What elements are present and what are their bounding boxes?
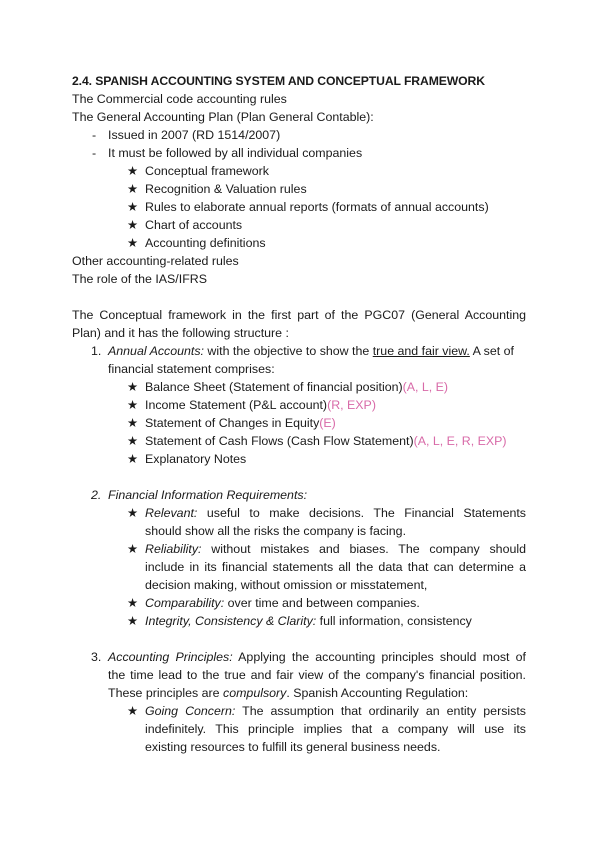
item-tag: (A, L, E) [402, 380, 449, 394]
principle-line [145, 702, 526, 720]
intro-line: The General Accounting Plan (Plan General Contable): [72, 110, 374, 124]
item-label: Explanatory Notes [145, 452, 247, 466]
item-label: Balance Sheet (Statement of financial position) [145, 380, 403, 394]
section3-text: These principles are [108, 686, 224, 700]
section2-title: Financial Information Requirements: [108, 488, 308, 502]
section-number: 3. [91, 650, 102, 664]
requirement-text: useful to make decisions. The Financial Statements [206, 506, 526, 520]
intro-line: Other accounting-related rules [72, 254, 239, 268]
requirement-term: Reliability: [145, 542, 202, 556]
section-heading: 2.4. SPANISH ACCOUNTING SYSTEM AND CONCEPTUAL FRAMEWORK [72, 74, 485, 88]
list-item: Recognition & Valuation rules [145, 182, 307, 196]
item-tag: (E) [319, 416, 336, 430]
requirement-line [145, 540, 526, 558]
list-item [145, 414, 336, 432]
item-label: Statement of Cash Flows (Cash Flow Statement) [145, 434, 414, 448]
requirement-text: full information, consistency [316, 614, 472, 628]
principle-term: Going Concern: [145, 704, 236, 718]
star-bullet-icon: ★ [127, 380, 139, 394]
list-item: Conceptual framework [145, 164, 269, 178]
star-bullet-icon: ★ [127, 704, 139, 718]
star-bullet-icon: ★ [127, 542, 139, 556]
section3-line [108, 684, 468, 702]
requirement-line: decision making, without omission or misstatement, [145, 578, 428, 592]
dash-marker: - [92, 146, 97, 160]
section3-line: the time lead to the true and fair view of the company's financial position. [108, 668, 526, 682]
star-bullet-icon: ★ [127, 506, 139, 520]
intro-line: The role of the IAS/IFRS [72, 272, 207, 286]
dash-list-item [92, 144, 96, 162]
item-label: Statement of Changes in Equity [145, 416, 320, 430]
star-bullet-icon: ★ [127, 398, 139, 412]
requirement-line: include in its financial statements all the data that can determine a [145, 560, 526, 574]
section1-title: Annual Accounts: [108, 344, 204, 358]
requirement-term: Integrity, Consistency & Clarity: [145, 614, 317, 628]
requirement-text: over time and between companies. [224, 596, 420, 610]
star-bullet-icon: ★ [127, 200, 139, 214]
star-bullet-icon: ★ [127, 614, 139, 628]
true-fair-view-link-text: true and fair view. [372, 344, 470, 358]
paragraph-line: The Conceptual framework in the first part of the PGC07 (General Accounting [72, 308, 526, 322]
section-number: 2. [91, 488, 102, 502]
star-bullet-icon: ★ [127, 182, 139, 196]
principle-text: The assumption that ordinarily an entity persists [242, 704, 526, 718]
list-item [145, 396, 376, 414]
section3-line [108, 648, 526, 666]
list-item: Rules to elaborate annual reports (formats of annual accounts) [145, 200, 489, 214]
section3-emphasis: compulsory [223, 686, 287, 700]
list-item: Accounting definitions [145, 236, 266, 250]
star-bullet-icon: ★ [127, 236, 139, 250]
dash-item-text: It must be followed by all individual companies [108, 146, 363, 160]
section-number: 1. [91, 344, 102, 358]
list-item [145, 432, 507, 450]
item-tag: (A, L, E, R, EXP) [413, 434, 507, 448]
section1-line: financial statement comprises: [108, 362, 275, 376]
principle-line: indefinitely. This principle implies that a company will use its [145, 722, 526, 736]
star-bullet-icon: ★ [127, 452, 139, 466]
section3-text: Applying the accounting principles should most of [238, 650, 527, 664]
star-bullet-icon: ★ [127, 416, 139, 430]
section3-title: Accounting Principles: [108, 650, 233, 664]
paragraph-line: Plan) and it has the following structure : [72, 326, 289, 340]
requirement-text: without mistakes and biases. The company should [211, 542, 526, 556]
section1-line [108, 342, 514, 360]
dash-marker: - [92, 128, 97, 142]
item-tag: (R, EXP) [327, 398, 376, 412]
star-bullet-icon: ★ [127, 164, 139, 178]
section1-text: with the objective to show the [203, 344, 373, 358]
star-bullet-icon: ★ [127, 434, 139, 448]
requirement-term: Comparability: [145, 596, 225, 610]
requirement-term: Relevant: [145, 506, 198, 520]
requirement-line [145, 612, 472, 630]
star-bullet-icon: ★ [127, 218, 139, 232]
section1-text: A set of [469, 344, 514, 358]
dash-item-text: Issued in 2007 (RD 1514/2007) [108, 128, 281, 142]
list-item [145, 450, 246, 468]
requirement-line [145, 504, 526, 522]
requirement-line: should show all the risks the company is facing. [145, 524, 407, 538]
item-label: Income Statement (P&L account) [145, 398, 328, 412]
list-item [145, 378, 448, 396]
dash-list-item [92, 126, 96, 144]
list-item: Chart of accounts [145, 218, 243, 232]
section3-text: . Spanish Accounting Regulation: [286, 686, 469, 700]
requirement-line [145, 594, 420, 612]
principle-line: existing resources to fulfill its general business needs. [145, 740, 441, 754]
star-bullet-icon: ★ [127, 596, 139, 610]
intro-line: The Commercial code accounting rules [72, 92, 287, 106]
